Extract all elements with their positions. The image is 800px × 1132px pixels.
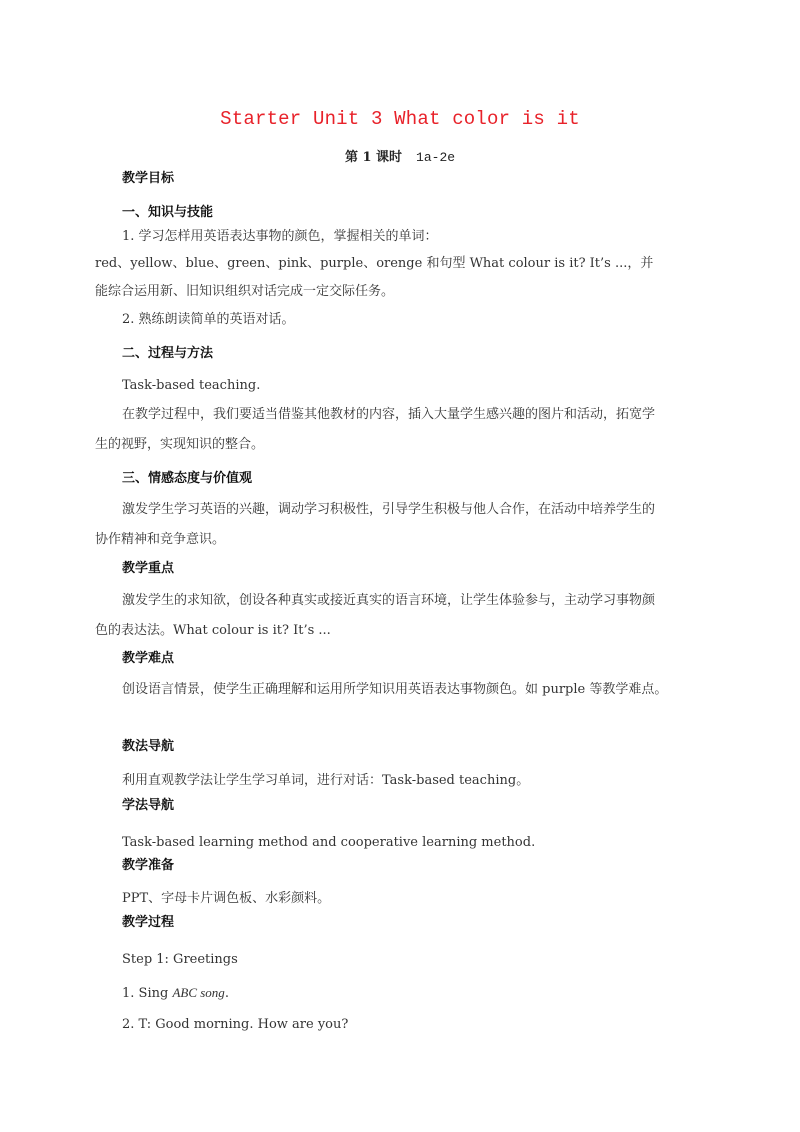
knowledge-item-1-line-3: 能综合运用新、旧知识组织对话完成一定交际任务。 — [95, 284, 395, 299]
keypoints-line-1: 激发学生的求知欲，创设各种真实或接近真实的语言环境，让学生体验参与，主动学习事物颜 — [122, 593, 656, 608]
procedure-heading: 教学过程 — [122, 915, 175, 930]
prep-heading: 教学准备 — [122, 858, 175, 873]
learning-nav-heading: 学法导航 — [122, 798, 175, 813]
emotion-line-2: 协作精神和竞争意识。 — [95, 532, 226, 547]
keypoints-heading: 教学重点 — [122, 561, 175, 576]
step1-item-2: 2. T: Good morning. How are you? — [122, 1017, 349, 1032]
teaching-nav-line-1: 利用直观教学法让学生学习单词，进行对话：Task-based teaching。 — [122, 773, 530, 788]
knowledge-item-1-line-2: red、yellow、blue、green、pink、purple、orenge 和句型 What colour is it? It’s ...，并 — [95, 256, 654, 271]
keypoints-line-2: 色的表达法。What colour is it? It’s ... — [95, 623, 331, 638]
lesson-code: 1a-2e — [416, 150, 456, 165]
difficulties-line-1: 创设语言情景，使学生正确理解和运用所学知识用英语表达事物颜色。如 purple 等教学难点。 — [122, 682, 668, 697]
prep-line-1: PPT、字母卡片调色板、水彩颜料。 — [122, 891, 331, 906]
learning-nav-line-1: Task-based learning method and cooperative learning method. — [122, 835, 536, 850]
knowledge-heading: 一、知识与技能 — [122, 205, 214, 220]
lesson-number: 第 1 课时 — [344, 150, 403, 165]
process-line-2: 在教学过程中，我们要适当借鉴其他教材的内容，插入大量学生感兴趣的图片和活动，拓宽学 — [122, 407, 656, 422]
difficulties-heading: 教学难点 — [122, 651, 175, 666]
process-line-1: Task-based teaching. — [122, 378, 261, 393]
knowledge-item-2: 2. 熟练朗读简单的英语对话。 — [122, 312, 295, 327]
process-heading: 二、过程与方法 — [122, 346, 214, 361]
process-line-3: 生的视野，实现知识的整合。 — [95, 437, 265, 452]
objectives-heading: 教学目标 — [122, 171, 175, 186]
step1-item-1-prefix: 1. Sing — [122, 986, 173, 1001]
emotion-heading: 三、情感态度与价值观 — [122, 471, 253, 486]
step1-title: Step 1: Greetings — [122, 952, 238, 967]
step1-item-1-song: ABC song — [172, 985, 225, 1000]
document-title: Starter Unit 3 What color is it — [220, 108, 580, 130]
lesson-subtitle — [0, 146, 800, 165]
knowledge-item-1: 1. 学习怎样用英语表达事物的颜色，掌握相关的单词： — [122, 229, 438, 244]
emotion-line-1: 激发学生学习英语的兴趣，调动学习积极性，引导学生积极与他人合作，在活动中培养学生的 — [122, 502, 656, 517]
teaching-nav-heading: 教法导航 — [122, 739, 175, 754]
step1-item-1-suffix: . — [224, 986, 229, 1001]
step1-item-1 — [122, 984, 229, 1003]
